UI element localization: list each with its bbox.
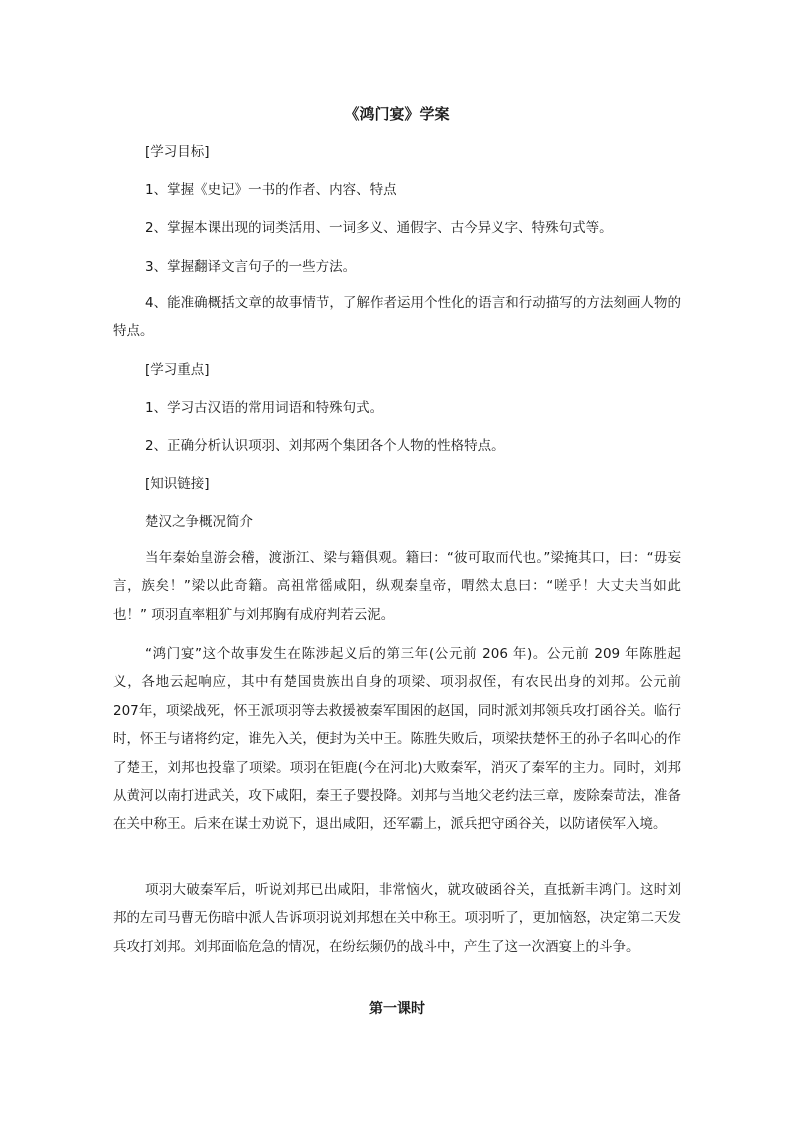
- objective-item: 1、掌握《史记》一书的作者、内容、特点: [145, 182, 397, 198]
- knowledge-subheading: 楚汉之争概况简介: [145, 514, 253, 530]
- knowledge-paragraph: 当年秦始皇游会稽，渡浙江、梁与籍俱观。籍曰：“彼可取而代也。”梁掩其口，曰：“毋妄言，族矣！”梁以此奇籍。高祖常徭咸阳，纵观秦皇帝，喟然太息曰：“嗟乎！大丈夫当如此也！” 项羽直率粗犷与刘邦胸有成府判若云泥。: [113, 550, 681, 623]
- key-points-heading: [学习重点]: [145, 362, 210, 378]
- knowledge-paragraph: 项羽大破秦军后，听说刘邦已出咸阳，非常恼火，就攻破函谷关，直抵新丰鸿门。这时刘邦的左司马曹无伤暗中派人告诉项羽说刘邦想在关中称王。项羽听了，更加恼怒，决定第二天发兵攻打刘邦。刘邦面临危急的情况，在纷纭频仍的战斗中，产生了这一次酒宴上的斗争。: [113, 882, 681, 955]
- knowledge-paragraph: “鸿门宴”这个故事发生在陈涉起义后的第三年(公元前 206 年)。公元前 209 年陈胜起义，各地云起响应，其中有楚国贵族出自身的项梁、项羽叔侄，有农民出身的刘邦。公元前 207年，项梁战死，怀王派项羽等去救援被秦军围困的赵国，同时派刘邦领兵攻打函谷关。临行时，怀王与诸将约定，谁先入关，便封为关中王。陈胜失败后，项梁扶楚怀王的孙子名叫心的作了楚王，刘邦也投靠了项梁。项羽在钜鹿(今在河北)大败秦军，消灭了秦军的主力。同时，刘邦从黄河以南打进武关，攻下咸阳，秦王子婴投降。刘邦与当地父老约法三章，废除秦苛法，准备在关中称王。后来在谋士劝说下，退出咸阳，还军霸上，派兵把守函谷关，以防诸侯军入境。: [113, 646, 681, 833]
- lesson-heading: 第一课时: [369, 1001, 425, 1017]
- key-point-item: 2、正确分析认识项羽、刘邦两个集团各个人物的性格特点。: [145, 438, 505, 454]
- objective-item: 2、掌握本课出现的词类活用、一词多义、通假字、古今异义字、特殊句式等。: [145, 220, 613, 236]
- objective-item: 4、能准确概括文章的故事情节，了解作者运用个性化的语言和行动描写的方法刻画人物的特点。: [113, 295, 681, 340]
- objective-item: 3、掌握翻译文言句子的一些方法。: [145, 259, 357, 275]
- objectives-heading: [学习目标]: [145, 144, 210, 160]
- knowledge-heading: [知识链接]: [145, 476, 210, 492]
- document-title: 《鸿门宴》学案: [344, 105, 450, 123]
- key-point-item: 1、学习古汉语的常用词语和特殊句式。: [145, 400, 384, 416]
